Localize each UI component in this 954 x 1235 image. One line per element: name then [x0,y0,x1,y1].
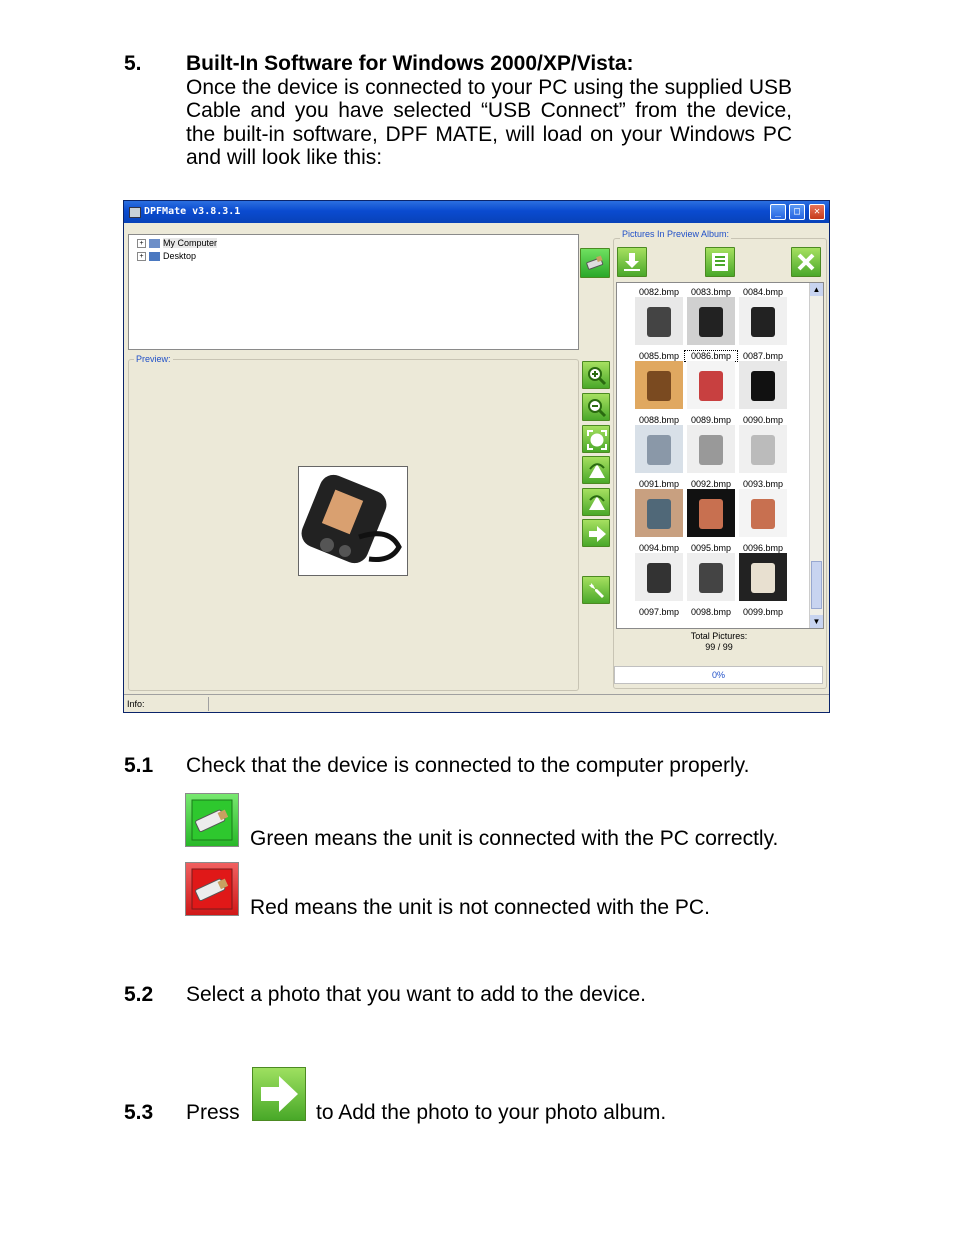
download-icon [621,251,643,273]
red-status-text: Red means the unit is not connected with the PC. [250,896,710,919]
delete-x-icon [795,251,817,273]
window-title: DPFMate v3.8.3.1 [144,206,241,217]
thumbnail-image[interactable] [635,425,683,473]
section-body [186,52,792,170]
thumbnail-filename[interactable]: 0092.bmp [690,479,732,489]
thumbnail-shape [699,563,723,593]
computer-icon [149,239,160,248]
thumbnail-image[interactable] [635,489,683,537]
thumbnail-shape [699,435,723,465]
expand-icon[interactable]: + [137,252,146,261]
thumbnail-shape [699,307,723,337]
zoom-in-button[interactable] [582,361,610,389]
add-photo-button[interactable] [582,519,610,547]
red-status-icon [185,862,239,916]
zoom-out-icon [586,397,608,419]
app-icon [129,207,141,218]
rotate-left-icon [586,460,608,482]
rotate-left-button[interactable] [582,456,610,484]
album-label: Pictures In Preview Album: [622,229,730,239]
preview-image [298,466,408,576]
thumbnail-image[interactable] [739,553,787,601]
save-icon [709,251,731,273]
zoom-in-icon [586,365,608,387]
thumbnail-shape [751,435,775,465]
desktop-icon [149,252,160,261]
total-pictures-value: 99 / 99 [705,642,733,652]
thumbnail-filename[interactable]: 0082.bmp [638,287,680,297]
total-pictures-label: Total Pictures: [690,631,748,641]
progress-text: 0% [711,670,725,680]
scroll-thumb[interactable] [811,561,822,609]
section-number: 5. [124,52,142,75]
thumbnail-image[interactable] [635,361,683,409]
section-5-1-number: 5.1 [124,754,154,777]
thumbnail-shape [647,435,671,465]
thumbnail-filename[interactable]: 0088.bmp [638,415,680,425]
section-5-2-text: Select a photo that you want to add to the device. [186,983,646,1006]
thumbnail-filename[interactable]: 0096.bmp [742,543,784,553]
maximize-icon[interactable]: □ [789,204,805,220]
thumbnail-image[interactable] [739,297,787,345]
thumbnail-filename[interactable]: 0087.bmp [742,351,784,361]
photo-frame-device-icon [299,467,407,575]
thumbnail-filename[interactable]: 0093.bmp [742,479,784,489]
thumbnail-filename[interactable]: 0098.bmp [690,607,732,617]
thumbnail-filename[interactable]: 0090.bmp [742,415,784,425]
arrow-right-icon [586,523,608,545]
thumbnail-filename[interactable]: 0094.bmp [638,543,680,553]
thumbnail-filename[interactable]: 0091.bmp [638,479,680,489]
thumbnail-shape [699,371,723,401]
thumbnail-image[interactable] [687,361,735,409]
tree-label: My Computer [163,238,218,248]
thumbnail-filename[interactable]: 0086.bmp [685,351,737,361]
green-status-text: Green means the unit is connected with the PC correctly. [250,827,779,850]
thumbnail-filename[interactable]: 0083.bmp [690,287,732,297]
thumbnail-image[interactable] [635,553,683,601]
minimize-icon[interactable]: _ [770,204,786,220]
delete-button[interactable] [791,247,821,277]
progress-bar [614,666,823,684]
thumbnail-filename[interactable]: 0089.bmp [690,415,732,425]
thumbnail-shape [751,371,775,401]
thumbnail-image[interactable] [739,489,787,537]
section-5-2-number: 5.2 [124,983,154,1006]
scroll-up-icon[interactable]: ▲ [810,283,823,296]
section-heading: Built-In Software for Windows 2000/XP/Vista: [186,52,634,75]
connection-status-button[interactable] [580,248,610,278]
info-label: Info: [127,699,145,709]
scrollbar[interactable] [809,283,823,628]
fit-button[interactable] [582,425,610,453]
thumbnail-filename[interactable]: 0084.bmp [742,287,784,297]
thumbnail-filename[interactable]: 0099.bmp [742,607,784,617]
save-button[interactable] [705,247,735,277]
section-paragraph: Once the device is connected to your PC using the supplied USB Cable and you have selected “USB Connect” from the device, the built-in software, DPF MATE, will load on your Windows PC and will look like this: [186,75,792,169]
preview-label: Preview: [136,354,171,364]
usb-drive-icon [584,252,606,274]
thumbnail-shape [751,307,775,337]
folder-tree[interactable] [128,234,579,350]
dpfmate-window [123,200,830,713]
info-bar [124,694,829,713]
thumbnail-shape [647,371,671,401]
thumbnail-image[interactable] [635,297,683,345]
zoom-out-button[interactable] [582,393,610,421]
arrow-right-icon [253,1068,305,1120]
thumbnail-image[interactable] [739,361,787,409]
thumbnail-shape [699,499,723,529]
press-text: Press [186,1101,240,1124]
thumbnail-image[interactable] [687,425,735,473]
thumbnail-image[interactable] [687,489,735,537]
thumbnail-filename[interactable]: 0095.bmp [690,543,732,553]
add-photo-icon [252,1067,306,1121]
rotate-right-icon [586,492,608,514]
expand-icon[interactable]: + [137,239,146,248]
thumbnail-shape [647,307,671,337]
wrench-icon [586,580,608,602]
thumbnail-image[interactable] [687,553,735,601]
thumbnail-list[interactable] [616,282,824,629]
settings-button[interactable] [582,576,610,604]
green-status-icon [185,793,239,847]
thumbnail-shape [647,499,671,529]
tree-item-my-computer[interactable] [137,237,217,249]
thumbnail-image[interactable] [687,297,735,345]
status-divider [208,697,209,711]
tree-label: Desktop [163,251,197,261]
fit-screen-icon [586,429,608,451]
section-5-3-text: to Add the photo to your photo album. [316,1101,667,1124]
tree-item-desktop[interactable] [137,250,196,262]
rotate-right-button[interactable] [582,488,610,516]
thumbnail-shape [751,563,775,593]
close-icon[interactable]: ✕ [809,204,825,220]
thumbnail-filename[interactable]: 0097.bmp [638,607,680,617]
download-button[interactable] [617,247,647,277]
section-5-3-number: 5.3 [124,1101,154,1124]
thumbnail-filename[interactable]: 0085.bmp [638,351,680,361]
thumbnail-image[interactable] [739,425,787,473]
scroll-down-icon[interactable]: ▼ [810,615,823,628]
thumbnail-shape [751,499,775,529]
title-bar [124,201,829,223]
thumbnail-shape [647,563,671,593]
section-5-1-text: Check that the device is connected to the computer properly. [186,754,750,777]
